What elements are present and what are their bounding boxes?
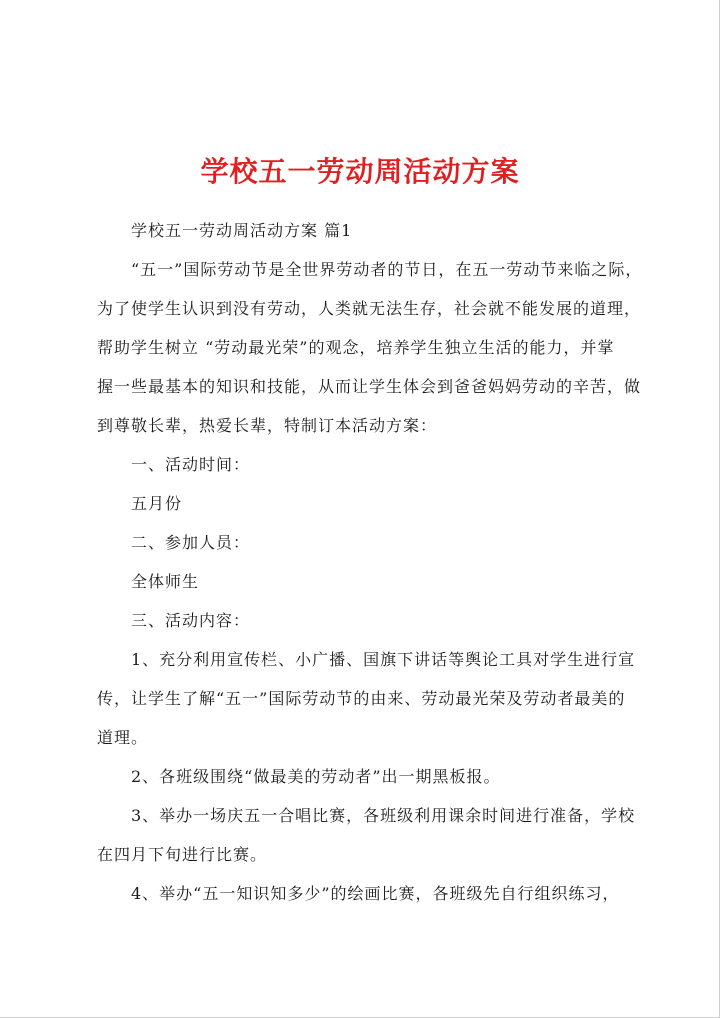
paragraph-line: 五月份	[131, 494, 183, 513]
list-item-line: 道理。	[97, 728, 149, 747]
document-title: 学校五一劳动周活动方案	[200, 155, 520, 188]
list-item-line: 2、各班级围绕“做最美的劳动者”出一期黑板报。	[131, 767, 501, 786]
paragraph-line: 全体师生	[131, 572, 200, 591]
section-heading: 三、活动内容：	[131, 611, 251, 630]
section-heading: 一、活动时间：	[131, 455, 251, 474]
paragraph-line: “五一”国际劳动节是全世界劳动者的节日，在五一劳动节来临之际，	[131, 260, 643, 279]
list-item-line: 4、举办“五一知识知多少”的绘画比赛，各班级先自行组织练习，	[131, 884, 620, 903]
paragraph-line: 到尊敬长辈，热爱长辈，特制订本活动方案：	[97, 416, 438, 435]
list-item-line: 3、举办一场庆五一合唱比赛，各班级利用课余时间进行准备，学校	[131, 806, 636, 825]
document-body	[97, 218, 643, 920]
list-item-line: 在四月下旬进行比赛。	[97, 845, 268, 864]
list-item-line: 传，让学生了解“五一”国际劳动节的由来、劳动最光荣及劳动者最美的	[97, 689, 626, 708]
paragraph-line: 为了使学生认识到没有劳动，人类就无法生存，社会就不能发展的道理，	[97, 299, 642, 318]
section-heading: 二、参加人员：	[131, 533, 251, 552]
section-heading: 学校五一劳动周活动方案 篇1	[131, 221, 353, 240]
list-item-line: 1、充分利用宣传栏、小广播、国旗下讲话等舆论工具对学生进行宣	[131, 650, 636, 669]
paragraph-line: 帮助学生树立 “劳动最光荣”的观念，培养学生独立生活的能力，并掌	[97, 338, 615, 357]
paragraph-line: 握一些最基本的知识和技能，从而让学生体会到爸爸妈妈劳动的辛苦，做	[97, 377, 642, 396]
